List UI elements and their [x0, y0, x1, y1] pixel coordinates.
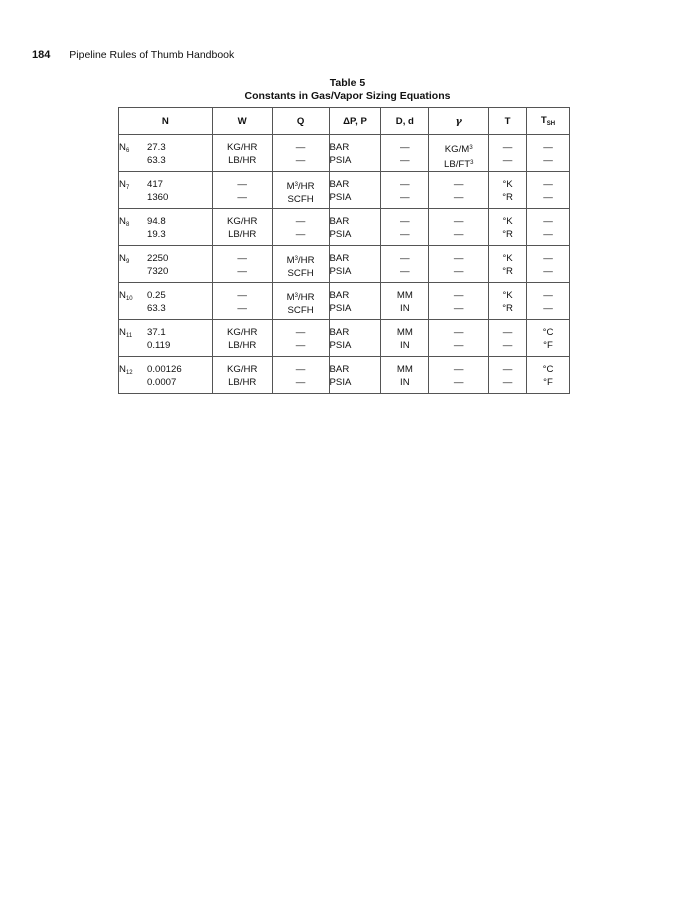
cell-dd-unit: — [400, 142, 410, 153]
table-number: Table 5 [329, 77, 366, 89]
constant-values [147, 327, 170, 352]
cell-dp-unit: PSIA [329, 228, 352, 240]
cell-dd [381, 172, 429, 209]
book-title: Pipeline Rules of Thumb Handbook [69, 49, 235, 61]
constant-symbol [119, 253, 147, 269]
cell-q-unit: — [295, 376, 306, 388]
cell-dd-unit: — [400, 253, 410, 264]
cell-tsh [527, 209, 570, 246]
cell-q [272, 209, 329, 246]
cell-t-unit: °R [502, 191, 513, 203]
cell-dp [329, 209, 381, 246]
cell-tsh-unit: — [543, 142, 553, 153]
cell-tsh [527, 320, 570, 357]
cell-dd-unit: — [400, 179, 410, 190]
col-header-w: W [212, 108, 272, 135]
cell-q [272, 135, 329, 172]
cell-dp [329, 135, 381, 172]
cell-tsh-unit: °C [542, 364, 554, 375]
cell-n [119, 320, 213, 357]
cell-t-unit: — [502, 376, 513, 388]
constant-letter: N [119, 216, 126, 227]
cell-t-unit: °K [502, 253, 513, 264]
constant-symbol [119, 142, 147, 158]
cell-dp-unit: PSIA [329, 154, 352, 166]
cell-t [489, 209, 527, 246]
cell-q [272, 172, 329, 209]
cell-q-unit: $M^3/HR$ [286, 181, 315, 192]
col-header-n: N [119, 108, 213, 135]
constant-subscript: 9 [125, 259, 130, 265]
constant-symbol [119, 327, 147, 343]
cell-q [272, 357, 329, 394]
cell-w [212, 320, 272, 357]
cell-tsh-unit: — [543, 228, 553, 240]
cell-t-unit: °K [502, 290, 513, 301]
col-header-dd: D, d [381, 108, 429, 135]
cell-q-unit: — [295, 339, 306, 351]
cell-w-unit: KG/HR [227, 327, 258, 338]
table-row [119, 283, 570, 320]
running-header [32, 49, 234, 61]
constant-value: 27.3 [147, 142, 166, 153]
cell-g-unit: — [453, 339, 464, 351]
constant-letter: N [119, 253, 126, 264]
col-header-dp: ΔP, P [329, 108, 381, 135]
cell-q [272, 246, 329, 283]
cell-g [429, 283, 489, 320]
cell-q-unit: — [295, 216, 306, 227]
constant-value: 37.1 [147, 327, 166, 338]
cell-dd [381, 246, 429, 283]
cell-n [119, 283, 213, 320]
cell-dd [381, 209, 429, 246]
cell-dd-unit: MM [396, 364, 413, 375]
cell-q-unit: SCFH [287, 304, 314, 316]
cell-tsh [527, 283, 570, 320]
cell-w [212, 135, 272, 172]
constant-value: 0.0007 [147, 376, 177, 388]
constant-value: 7320 [147, 265, 169, 277]
cell-g-unit: $LB/FT^3$ [443, 158, 474, 170]
cell-q [272, 320, 329, 357]
cell-t [489, 357, 527, 394]
cell-dd-unit: IN [400, 376, 410, 388]
cell-t [489, 283, 527, 320]
constant-values [147, 290, 166, 315]
col-header-tsh-sub: SH [546, 121, 556, 127]
constant-letter: N [119, 179, 126, 190]
cell-n [119, 135, 213, 172]
cell-tsh-unit: °F [543, 376, 553, 388]
table-row [119, 172, 570, 209]
cell-w-unit: KG/HR [227, 364, 258, 375]
cell-dd-unit: MM [396, 327, 413, 338]
cell-dp-unit: BAR [329, 290, 350, 301]
constant-symbol [119, 179, 147, 195]
cell-w [212, 209, 272, 246]
cell-dd-unit: — [400, 154, 410, 166]
constant-values [147, 253, 168, 278]
col-header-q: Q [272, 108, 329, 135]
cell-t-unit: — [502, 327, 513, 338]
cell-tsh-unit: — [543, 154, 553, 166]
cell-g-unit: — [453, 253, 464, 264]
constant-letter: N [119, 290, 126, 301]
constant-value: 94.8 [147, 216, 166, 227]
constant-symbol [119, 216, 147, 232]
cell-g-unit: — [453, 191, 464, 203]
cell-dd [381, 357, 429, 394]
constant-value: 0.119 [147, 339, 171, 351]
cell-t [489, 320, 527, 357]
constant-values [147, 142, 166, 167]
cell-g-unit: — [453, 265, 464, 277]
cell-dp-unit: BAR [329, 142, 350, 153]
cell-tsh-unit: — [543, 216, 553, 227]
cell-t [489, 246, 527, 283]
cell-q-unit: $M^3/HR$ [286, 292, 315, 303]
cell-dp-unit: PSIA [329, 191, 352, 203]
constant-values [147, 364, 182, 389]
cell-tsh-unit: — [543, 179, 553, 190]
cell-q-unit: SCFH [287, 193, 314, 205]
cell-g-unit: — [453, 327, 464, 338]
cell-g [429, 172, 489, 209]
cell-q-unit: SCFH [287, 267, 314, 279]
cell-n [119, 246, 213, 283]
table-body [119, 135, 570, 394]
constant-value: 63.3 [147, 302, 166, 314]
cell-g [429, 357, 489, 394]
cell-tsh [527, 135, 570, 172]
cell-dd-unit: — [400, 228, 410, 240]
cell-q-unit: — [295, 364, 306, 375]
constant-value: 0.00126 [147, 364, 182, 375]
col-header-tsh [527, 108, 570, 135]
constant-value: 417 [147, 179, 164, 190]
cell-g-unit: — [453, 179, 464, 190]
cell-t [489, 172, 527, 209]
cell-dp-unit: BAR [329, 216, 350, 227]
cell-dd-unit: IN [400, 302, 410, 314]
cell-tsh-unit: — [543, 265, 553, 277]
cell-w-unit: — [237, 302, 247, 314]
constant-letter: N [119, 142, 126, 153]
cell-dp-unit: BAR [329, 253, 350, 264]
cell-q-unit: — [295, 154, 306, 166]
cell-dd [381, 283, 429, 320]
cell-n [119, 357, 213, 394]
cell-dp-unit: PSIA [329, 265, 352, 277]
cell-w [212, 172, 272, 209]
constants-table [118, 107, 570, 394]
cell-t-unit: °R [502, 228, 513, 240]
page-number: 184 [32, 49, 51, 61]
cell-w-unit: LB/HR [228, 339, 257, 351]
table-caption: Constants in Gas/Vapor Sizing Equations [244, 90, 451, 102]
cell-w-unit: KG/HR [227, 216, 258, 227]
cell-dp-unit: BAR [329, 364, 350, 375]
cell-w [212, 357, 272, 394]
cell-g-unit: — [453, 376, 464, 388]
col-header-t: T [489, 108, 527, 135]
cell-g-unit: $KG/M^3$ [444, 144, 473, 155]
constant-value: 63.3 [147, 154, 166, 166]
cell-dp-unit: PSIA [329, 376, 352, 388]
cell-q-unit: — [295, 228, 306, 240]
constant-value: 19.3 [147, 228, 166, 240]
table-row [119, 209, 570, 246]
constant-subscript: 7 [125, 185, 130, 191]
cell-tsh-unit: — [543, 191, 553, 203]
cell-n [119, 172, 213, 209]
cell-q-unit: — [295, 327, 306, 338]
cell-dd-unit: IN [400, 339, 410, 351]
constant-subscript: 11 [125, 333, 133, 339]
cell-w [212, 246, 272, 283]
constant-value: 1360 [147, 191, 169, 203]
cell-w-unit: LB/HR [228, 228, 257, 240]
table-row [119, 320, 570, 357]
cell-dp [329, 320, 381, 357]
cell-g-unit: — [453, 228, 464, 240]
cell-g [429, 246, 489, 283]
cell-tsh-unit: °C [542, 327, 554, 338]
cell-t-unit: °R [502, 265, 513, 277]
cell-t [489, 135, 527, 172]
cell-t-unit: — [502, 339, 513, 351]
cell-tsh-unit: — [543, 302, 553, 314]
cell-dd [381, 320, 429, 357]
cell-g-unit: — [453, 290, 464, 301]
table-row [119, 357, 570, 394]
cell-dp-unit: BAR [329, 327, 350, 338]
cell-dd-unit: — [400, 191, 410, 203]
constant-subscript: 12 [125, 370, 133, 376]
constant-values [147, 179, 168, 204]
cell-t-unit: — [502, 154, 513, 166]
cell-dp-unit: PSIA [329, 302, 352, 314]
cell-dd-unit: MM [396, 290, 413, 301]
cell-w-unit: — [237, 253, 247, 264]
constant-subscript: 8 [125, 222, 130, 228]
cell-t-unit: °R [502, 302, 513, 314]
constant-symbol [119, 290, 147, 306]
cell-w-unit: — [237, 265, 247, 277]
cell-q [272, 283, 329, 320]
cell-dd-unit: — [400, 216, 410, 227]
cell-tsh [527, 357, 570, 394]
cell-g [429, 135, 489, 172]
cell-n [119, 209, 213, 246]
cell-tsh [527, 172, 570, 209]
cell-q-unit: $M^3/HR$ [286, 255, 315, 266]
cell-tsh-unit: — [543, 290, 553, 301]
cell-g [429, 320, 489, 357]
cell-w-unit: — [237, 179, 247, 190]
constant-value: 0.25 [147, 290, 166, 301]
cell-dp [329, 357, 381, 394]
cell-dd-unit: — [400, 265, 410, 277]
cell-tsh-unit: — [543, 253, 553, 264]
cell-t-unit: °K [502, 216, 513, 227]
table-row [119, 135, 570, 172]
constant-values [147, 216, 166, 241]
cell-g [429, 209, 489, 246]
constant-subscript: 10 [125, 296, 133, 302]
cell-dd [381, 135, 429, 172]
cell-g-unit: — [453, 364, 464, 375]
col-header-gamma: γ [429, 108, 489, 135]
cell-q-unit: — [295, 142, 306, 153]
cell-w-unit: — [237, 191, 247, 203]
constant-letter: N [119, 364, 126, 375]
cell-dp-unit: PSIA [329, 339, 352, 351]
constant-value: 2250 [147, 253, 169, 264]
cell-dp-unit: BAR [329, 179, 350, 190]
cell-dp [329, 246, 381, 283]
cell-t-unit: — [502, 364, 513, 375]
col-header-tsh-main: T [540, 115, 547, 126]
cell-w-unit: LB/HR [228, 154, 257, 166]
table-header-row [119, 108, 570, 135]
table-row [119, 246, 570, 283]
cell-t-unit: — [502, 142, 513, 153]
cell-tsh [527, 246, 570, 283]
cell-dp [329, 283, 381, 320]
constant-letter: N [119, 327, 126, 338]
constant-symbol [119, 364, 147, 380]
cell-w [212, 283, 272, 320]
cell-g-unit: — [453, 216, 464, 227]
cell-w-unit: LB/HR [228, 376, 257, 388]
constant-subscript: 6 [125, 148, 130, 154]
cell-g-unit: — [453, 302, 464, 314]
cell-w-unit: KG/HR [227, 142, 258, 153]
cell-w-unit: — [237, 290, 247, 301]
cell-t-unit: °K [502, 179, 513, 190]
cell-tsh-unit: °F [543, 339, 553, 351]
cell-dp [329, 172, 381, 209]
